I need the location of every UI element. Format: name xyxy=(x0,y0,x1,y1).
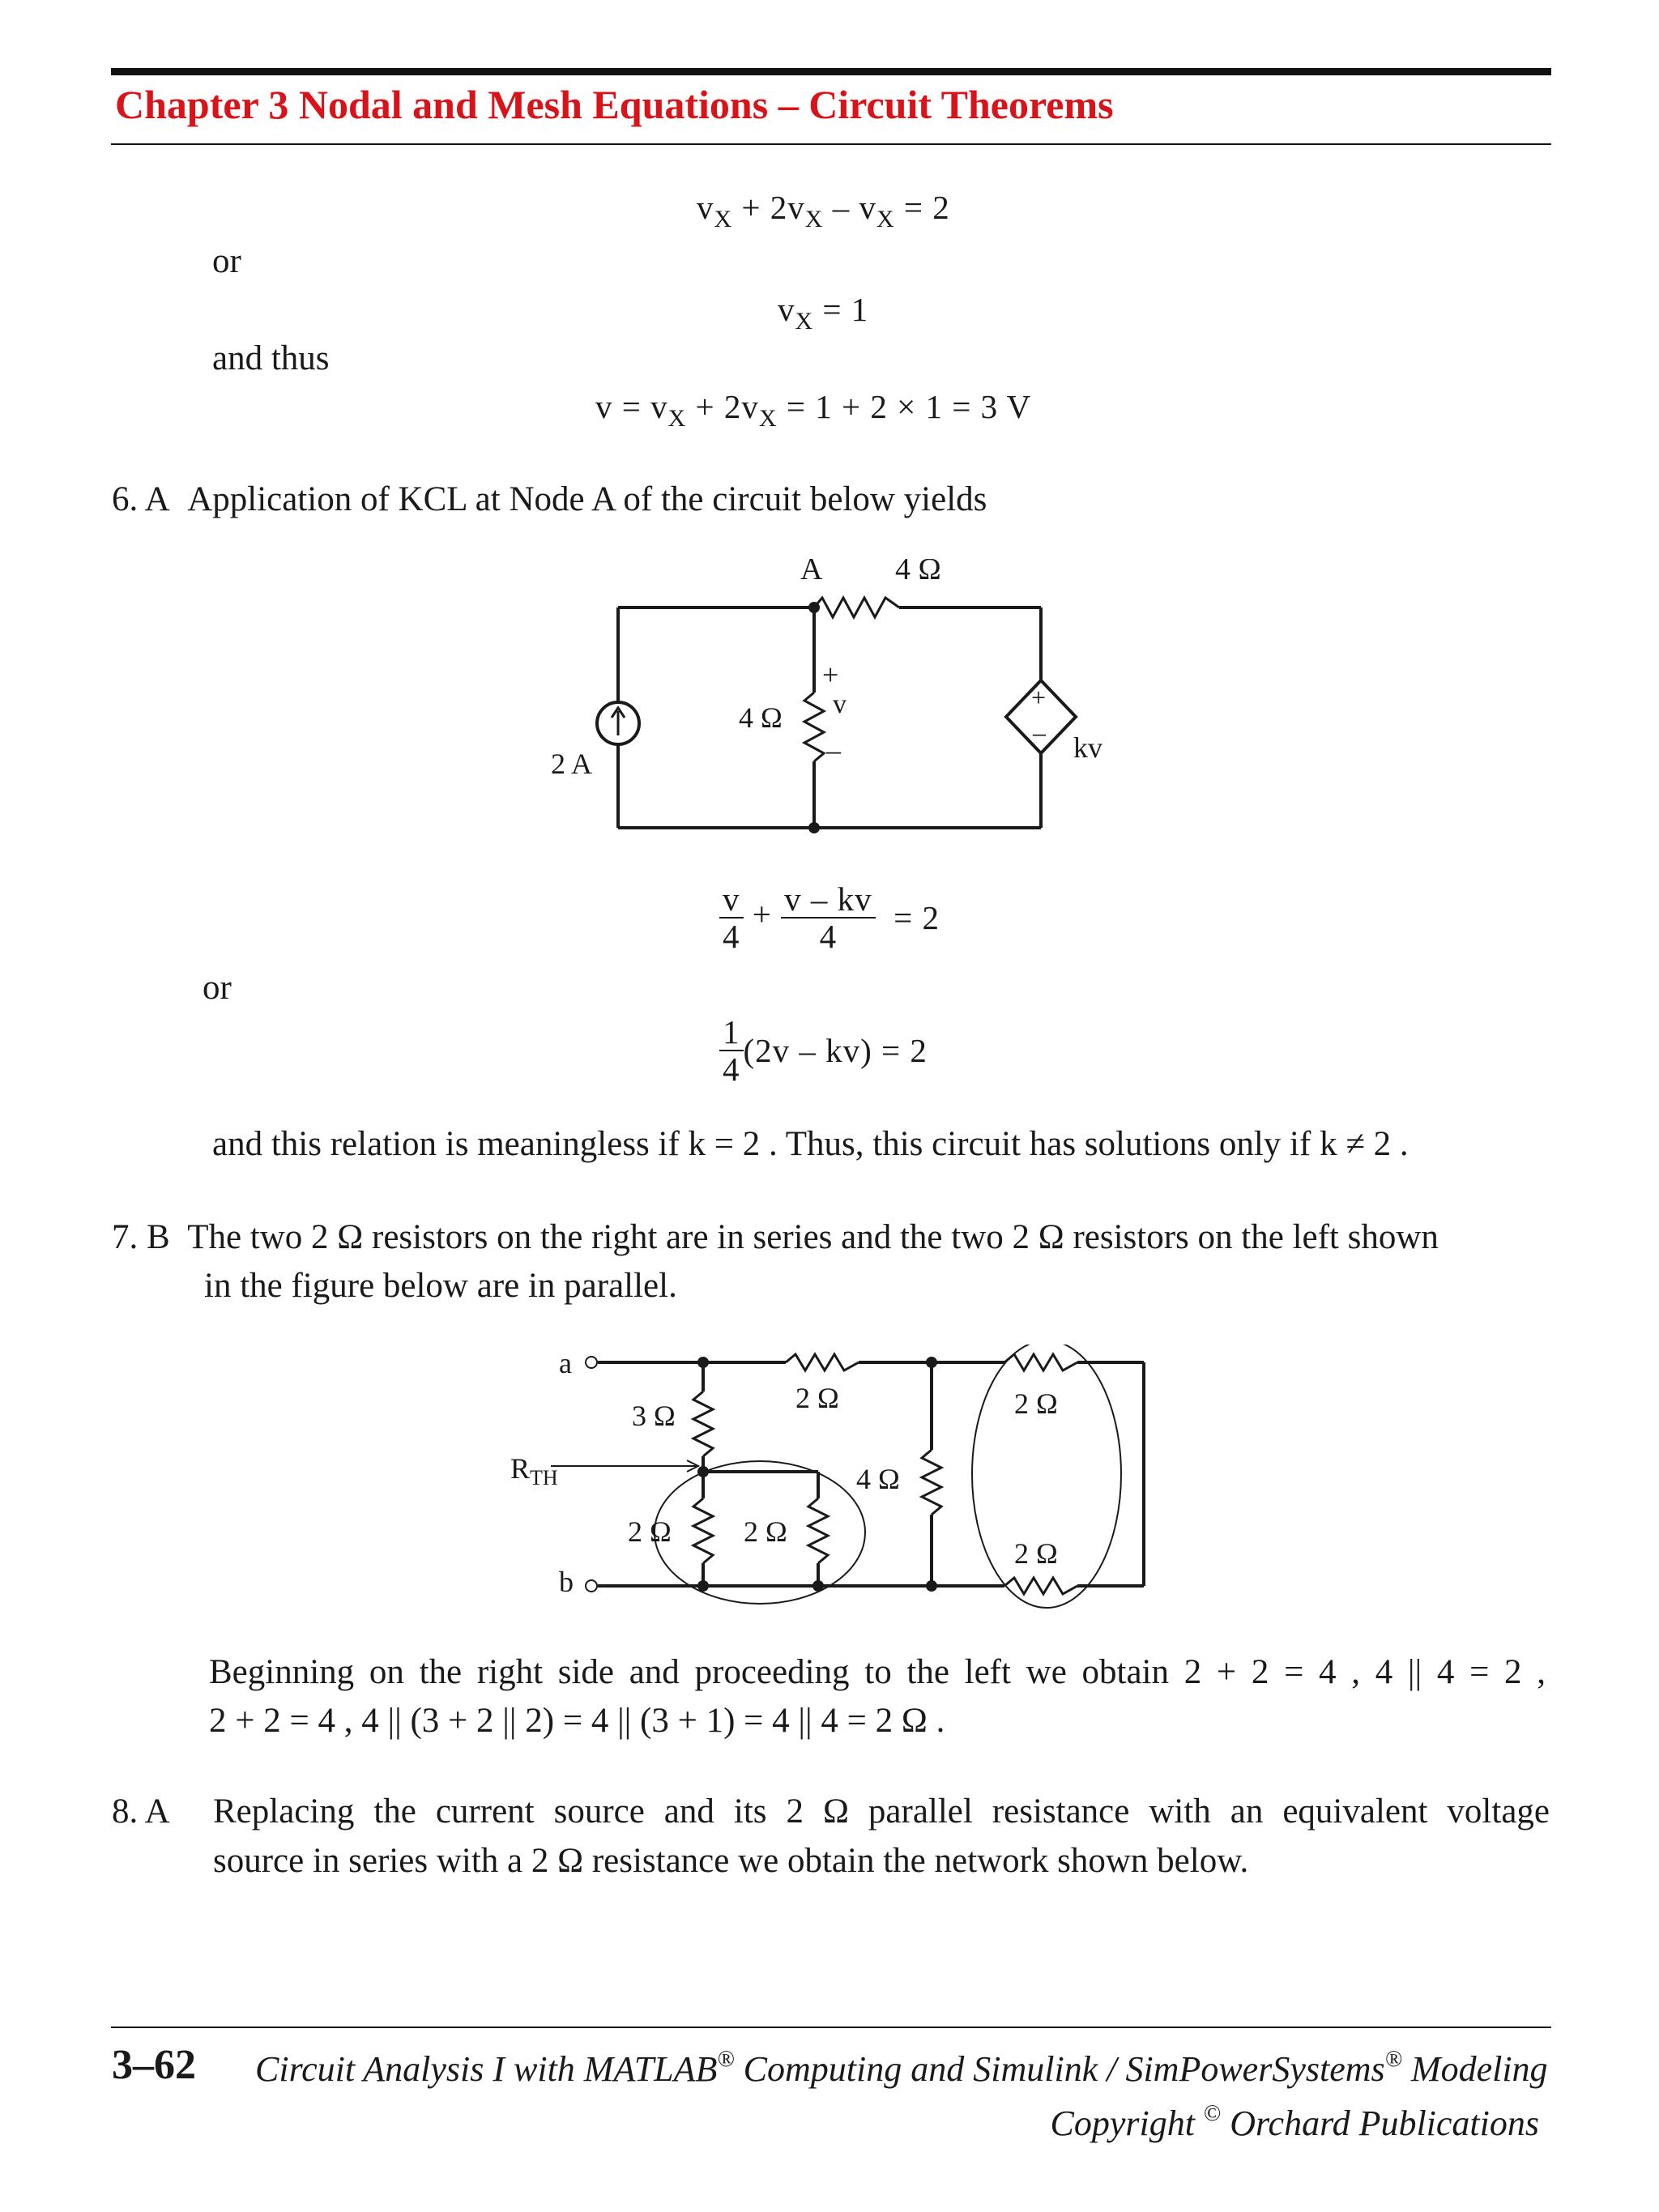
circuit-diagram-q6 xyxy=(535,559,1118,850)
header-rule xyxy=(111,68,1551,75)
terminal-a-label: a xyxy=(559,1347,572,1379)
q7-result-line1: Beginning on the right side and proceeding to the left we obtain 2 + 2 = 4 , 4 || 4 = 2 , xyxy=(209,1653,1546,1691)
rth-label: $R_{TH}$ xyxy=(510,1452,558,1490)
question-8-line1: 8. A Replacing the current source and its 2 Ω parallel resistance with an equivalent voltage xyxy=(112,1792,1550,1831)
voltage-minus: – xyxy=(826,734,841,766)
current-source-label: 2 A xyxy=(551,748,593,780)
r4-label: 4 Ω xyxy=(856,1463,900,1495)
r2-left-label: 2 Ω xyxy=(628,1515,672,1548)
question-6: 6. A Application of KCL at Node A of the circuit below yields xyxy=(112,480,987,518)
resistor-top-label: 4 Ω xyxy=(895,559,941,586)
dep-source-label: kv xyxy=(1073,731,1102,764)
question-7-line1: 7. B The two 2 Ω resistors on the right are in series and the two 2 Ω resistors on the left shown xyxy=(112,1218,1439,1256)
or-text-2: or xyxy=(203,969,232,1007)
r2-top-label: 2 Ω xyxy=(795,1382,839,1414)
equation-1: $v_X + 2v_X - v_X = 2$ xyxy=(697,189,950,232)
book-title: Circuit Analysis I with MATLAB® Computing and Simulink / SimPowerSystems® Modeling xyxy=(255,2047,1548,2089)
resistor-mid-label: 4 Ω xyxy=(739,701,783,734)
equation-3: $v = v_X + 2v_X = 1 + 2 \times 1 = 3$ V xyxy=(595,388,1032,432)
equation-kcl: $\frac{v}{4}$ + $\frac{v - kv}{4}$ = 2 xyxy=(719,881,940,954)
voltage-label: v xyxy=(833,689,847,719)
r2-mid-label: 2 Ω xyxy=(744,1515,787,1548)
q7-result-line2: 2 + 2 = 4 , 4 || (3 + 2 || 2) = 4 || (3 + 1) = 4 || 4 = 2 Ω . xyxy=(209,1702,945,1740)
page-number: 3–62 xyxy=(112,2042,196,2088)
dep-source-minus: – xyxy=(1033,718,1046,747)
or-text-1: or xyxy=(212,242,241,280)
question-8-line2: source in series with a 2 Ω resistance we obtain the network shown below. xyxy=(213,1842,1249,1880)
copyright-line: Copyright © Orchard Publications xyxy=(1050,2101,1539,2143)
header-divider xyxy=(111,143,1551,145)
r2-right-top-label: 2 Ω xyxy=(1014,1387,1058,1420)
r3-label: 3 Ω xyxy=(632,1400,676,1432)
equation-2: $v_X = 1$ xyxy=(778,291,869,335)
question-7-line2: in the figure below are in parallel. xyxy=(204,1267,677,1305)
voltage-plus: + xyxy=(822,658,839,691)
r2-right-bottom-label: 2 Ω xyxy=(1014,1537,1058,1570)
dep-source-plus: + xyxy=(1031,683,1047,712)
chapter-title: Chapter 3 Nodal and Mesh Equations – Circuit Theorems xyxy=(115,82,1114,127)
circuit-diagram-q7 xyxy=(502,1345,1166,1612)
terminal-b-label: b xyxy=(559,1566,574,1598)
and-thus-text: and thus xyxy=(212,339,330,377)
equation-simplified: $\frac{1}{4}$ (2v – kv) = 2 xyxy=(719,1014,928,1087)
footer-rule xyxy=(111,2027,1551,2028)
q6-conclusion: and this relation is meaningless if k = 2 . Thus, this circuit has solutions only if k ≠ 2 . xyxy=(212,1125,1409,1163)
node-a-label: A xyxy=(800,559,823,586)
